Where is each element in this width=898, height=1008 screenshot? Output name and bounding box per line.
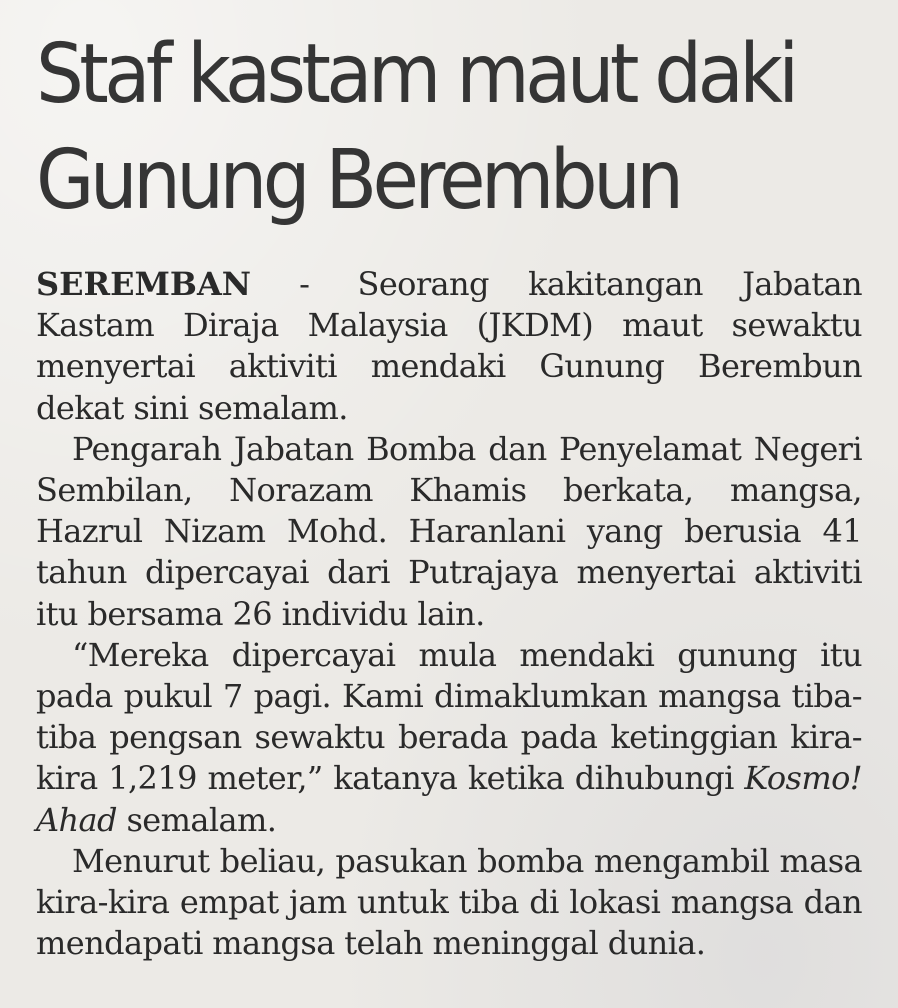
headline-line-1: Staf kastam maut daki xyxy=(36,27,795,122)
headline-line-2: Gunung Berembun xyxy=(36,133,680,228)
quote-text: “Mereka dipercayai mula mendaki gunung itu pada pukul 7 pagi. Kami dimaklumkan mangsa tiba-tiba pengsan sewaktu berada pada ketinggian kira-kira 1,219 meter,” katanya ketika dihubungi xyxy=(36,635,862,798)
dateline-separator: - xyxy=(299,265,310,303)
paragraph-1 xyxy=(36,264,862,429)
dateline: SEREMBAN xyxy=(36,265,252,303)
paragraph-4: Menurut beliau, pasukan bomba mengambil masa kira-kira empat jam untuk tiba di lokasi mangsa dan mendapati mangsa telah meninggal dunia. xyxy=(36,841,862,963)
paragraph-1-text: Seorang kakitangan Jabatan Kastam Diraja Malaysia (JKDM) maut sewaktu menyertai aktiviti mendaki Gunung Berembun dekat sini semalam. xyxy=(36,265,862,427)
headline xyxy=(36,22,846,234)
article-body xyxy=(36,264,862,964)
paragraph-2: Pengarah Jabatan Bomba dan Penyelamat Negeri Sembilan, Norazam Khamis berkata, mangsa, Hazrul Nizam Mohd. Haranlani yang berusia 41 tahun dipercayai dari Putrajaya menyertai aktiviti itu bersama 26 individu lain. xyxy=(36,429,862,633)
paragraph-3 xyxy=(36,635,862,841)
publication-name: Kosmo! Ahad xyxy=(36,759,863,839)
paragraph-3-end: semalam. xyxy=(126,800,277,839)
